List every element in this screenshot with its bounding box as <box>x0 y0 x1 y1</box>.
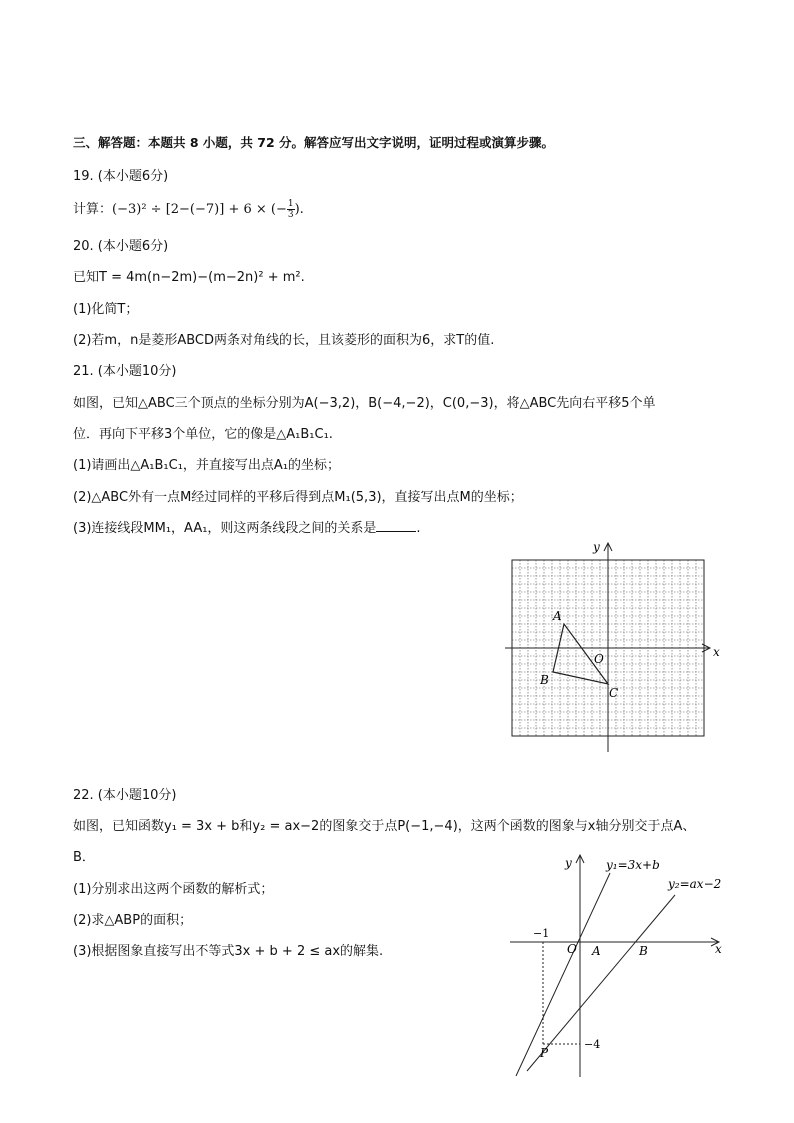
q22-part1: (1)分别求出这两个函数的解析式； <box>73 882 274 897</box>
q19-frac-num: 1 <box>287 199 294 209</box>
line-y1-label: y₁=3x+b <box>606 858 660 872</box>
q22-stem-line2: B． <box>73 850 95 865</box>
section-heading: 三、解答题：本题共 8 小题，共 72 分。解答应写出文字说明，证明过程或演算步骤。 <box>73 135 555 150</box>
tick-label-neg1: −1 <box>533 927 550 940</box>
point-p-label: P <box>540 1046 549 1060</box>
q19-expression <box>73 199 304 220</box>
q19-header: 19. (本小题6分) <box>73 169 169 184</box>
q21-stem-line2: 位．再向下平移3个单位，它的像是△A₁B₁C₁. <box>73 427 333 442</box>
q21-part1: (1)请画出△A₁B₁C₁，并直接写出点A₁的坐标； <box>73 458 341 473</box>
y-axis-label: y <box>565 856 572 870</box>
q19-prefix: 计算： <box>73 202 113 217</box>
q21-header: 21. (本小题10分) <box>73 364 177 379</box>
q20-part1: (1)化简T； <box>73 302 139 317</box>
q22-part3: (3)根据图象直接写出不等式3x + b + 2 ≤ ax的解集. <box>73 944 384 959</box>
tick-label-neg4: −4 <box>584 1038 601 1051</box>
q19-expr: (−3)² ÷ [2−(−7)] + 6 × (− <box>112 202 287 217</box>
origin-label: O <box>594 652 604 666</box>
point-b-label: B <box>639 944 648 958</box>
q21-stem-line1: 如图，已知△ABC三个顶点的坐标分别为A(−3,2)，B(−4,−2)，C(0,−3)，将△ABC先向右平移5个单 <box>73 396 656 411</box>
q21-part3-suffix: . <box>416 521 421 536</box>
origin-label: O <box>567 942 577 956</box>
q19-frac-den: 3 <box>287 210 294 220</box>
point-a-label: A <box>553 609 562 623</box>
q20-part2: (2)若m，n是菱形ABCD两条对角线的长，且该菱形的面积为6，求T的值. <box>73 333 495 348</box>
q21-coordinate-grid-figure <box>505 538 745 758</box>
q20-header: 20. (本小题6分) <box>73 239 169 254</box>
y-axis-label: y <box>593 540 600 554</box>
q22-stem-line1: 如图，已知函数y₁ = 3x + b和y₂ = ax−2的图象交于点P(−1,−4)，这两个函数的图象与x轴分别交于点A、 <box>73 819 696 834</box>
q20-given: 已知T = 4m(n−2m)−(m−2n)² + m². <box>73 270 305 285</box>
point-c-label: C <box>609 686 619 700</box>
q22-part2: (2)求△ABP的面积； <box>73 913 193 928</box>
line-y2 <box>527 895 675 1071</box>
q22-header: 22. (本小题10分) <box>73 788 177 803</box>
q22-function-graph-figure <box>505 845 745 1085</box>
line-y2-label: y₂=ax−2 <box>668 877 722 891</box>
q21-part3-prefix: (3)连接线段MM₁，AA₁，则这两条线段之间的关系是 <box>73 521 377 536</box>
q21-part3 <box>73 519 421 539</box>
q19-fraction <box>287 199 295 220</box>
x-axis-label: x <box>713 645 720 659</box>
point-b-label: B <box>540 673 549 687</box>
q21-part2: (2)△ABC外有一点M经过同样的平移后得到点M₁(5,3)，直接写出点M的坐标； <box>73 490 523 505</box>
point-a-label: A <box>592 944 601 958</box>
q19-suffix: ). <box>294 202 304 217</box>
x-axis-label: x <box>715 942 722 956</box>
answer-blank <box>376 519 416 532</box>
